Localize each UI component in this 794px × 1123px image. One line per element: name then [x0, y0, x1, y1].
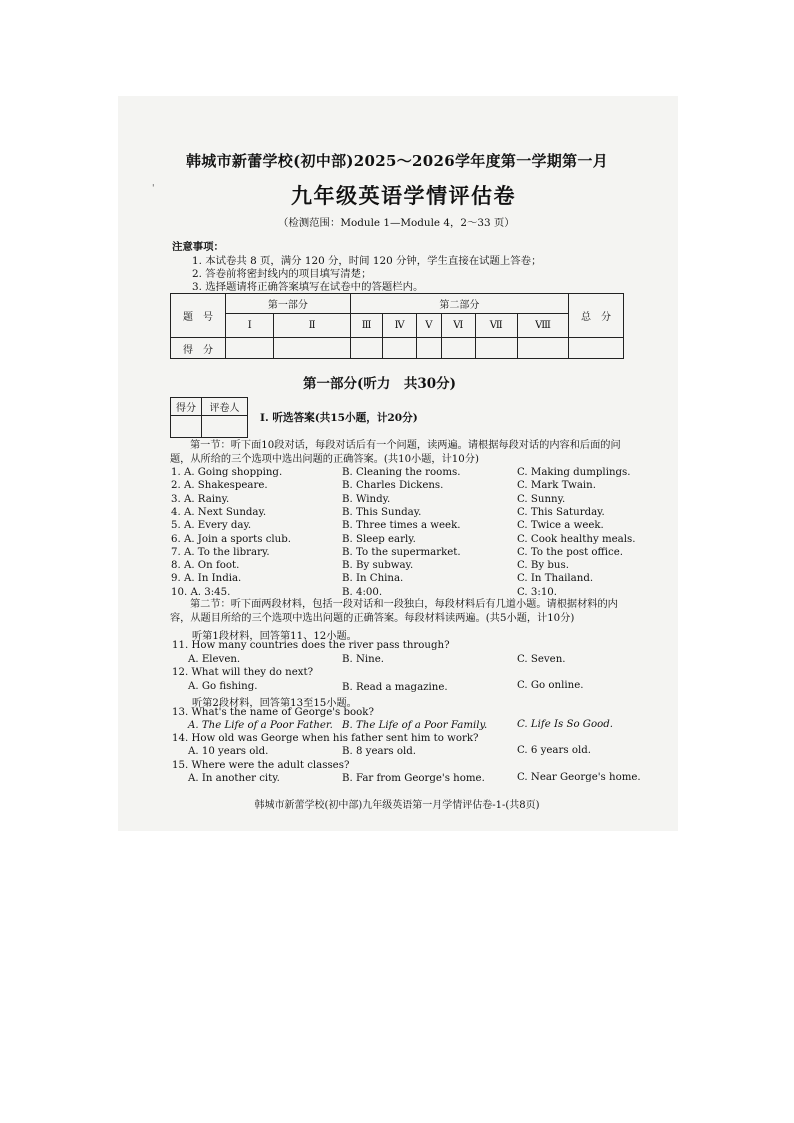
scan-speck: ': [152, 184, 155, 194]
section1-title: Ⅰ. 听选答案(共15小题，计20分): [260, 412, 418, 424]
note-item-2: 2. 答卷前将密封线内的项目填写清楚；: [192, 268, 372, 280]
q10-option-b[interactable]: B. 4:00.: [342, 586, 383, 598]
q13-option-a[interactable]: A. The Life of a Poor Father.: [188, 720, 333, 731]
q8-option-a[interactable]: 8. A. On foot.: [171, 560, 240, 572]
q11-option-a[interactable]: A. Eleven.: [188, 654, 241, 665]
q15-option-b[interactable]: B. Far from George's home.: [342, 773, 485, 784]
q11-option-c[interactable]: C. Seven.: [517, 654, 566, 665]
school-title-line: 韩城市新蕾学校(初中部)2025～2026学年度第一学期第一月: [186, 152, 608, 170]
q6-option-b[interactable]: B. Sleep early.: [342, 533, 416, 545]
score-cell[interactable]: [441, 338, 475, 359]
q12-stem: 12. What will they do next?: [172, 667, 314, 678]
q3-option-c[interactable]: C. Sunny.: [517, 493, 566, 505]
grader-score-cell[interactable]: [171, 416, 202, 438]
roman-2: Ⅱ: [274, 314, 350, 338]
q9-option-a[interactable]: 9. A. In India.: [171, 573, 242, 585]
exam-title: 九年级英语学情评估卷: [291, 183, 516, 208]
score-cell[interactable]: [274, 338, 350, 359]
q7-option-b[interactable]: B. To the supermarket.: [342, 546, 461, 558]
part1-heading: 第一部分(听力 共30分): [303, 376, 457, 392]
roman-6: Ⅵ: [441, 314, 475, 338]
q3-option-b[interactable]: B. Windy.: [342, 493, 391, 505]
score-row-label: 得 分: [171, 338, 226, 359]
score-table-part2: 第二部分: [350, 294, 568, 314]
q5-option-b[interactable]: B. Three times a week.: [342, 520, 461, 532]
roman-7: Ⅶ: [475, 314, 517, 338]
section1-instruction-1: 第一节：听下面10段对话，每段对话后有一个问题，读两遍。请根据每段对话的内容和后面的问题，从所给的三个选项中选出问题的正确答案。(共10小题，计10分): [170, 440, 621, 465]
q5-option-c[interactable]: C. Twice a week.: [517, 520, 604, 532]
page-footer: 韩城市新蕾学校(初中部)九年级英语第一月学情评估卷-1-(共8页): [254, 800, 540, 811]
note-item-3: 3. 选择题请将正确答案填写在试卷中的答题栏内。: [192, 281, 424, 293]
score-table-part1: 第一部分: [226, 294, 351, 314]
grader-name-cell[interactable]: [202, 416, 248, 438]
q3-option-a[interactable]: 3. A. Rainy.: [171, 493, 230, 505]
score-cell[interactable]: [350, 338, 382, 359]
q2-option-b[interactable]: B. Charles Dickens.: [342, 480, 444, 492]
q1-option-b[interactable]: B. Cleaning the rooms.: [342, 467, 461, 478]
q4-option-b[interactable]: B. This Sunday.: [342, 506, 422, 518]
q11-stem: 11. How many countries does the river pass through?: [172, 640, 450, 651]
notes-heading: 注意事项：: [172, 241, 224, 253]
q12-option-c[interactable]: C. Go online.: [517, 680, 584, 691]
grader-label: 评卷人: [202, 398, 248, 416]
note-item-1: 1. 本试卷共 8 页，满分 120 分，时间 120 分钟，学生直接在试题上答卷；: [192, 255, 542, 267]
score-table-total: 总 分: [569, 294, 624, 338]
roman-5: Ⅴ: [416, 314, 441, 338]
q14-option-a[interactable]: A. 10 years old.: [188, 746, 269, 757]
q1-option-a[interactable]: 1. A. Going shopping.: [171, 467, 283, 478]
q9-option-c[interactable]: C. In Thailand.: [517, 573, 594, 585]
q4-option-a[interactable]: 4. A. Next Sunday.: [171, 506, 267, 518]
q15-stem: 15. Where were the adult classes?: [172, 760, 350, 771]
q15-option-a[interactable]: A. In another city.: [188, 773, 280, 784]
q9-option-b[interactable]: B. In China.: [342, 573, 404, 585]
grader-score-label: 得分: [171, 398, 202, 416]
q13-stem: 13. What's the name of George's book?: [172, 707, 374, 718]
section1-instruction-2: 第二节：听下面两段材料，包括一段对话和一段独白，每段材料后有几道小题。请根据材料的内容，从题目所给的三个选项中选出问题的正确答案。每段材料读两遍。(共5小题，计10分): [170, 599, 618, 624]
q2-option-a[interactable]: 2. A. Shakespeare.: [171, 480, 268, 492]
q14-option-c[interactable]: C. 6 years old.: [517, 745, 591, 756]
score-cell[interactable]: [475, 338, 517, 359]
score-cell[interactable]: [383, 338, 417, 359]
roman-4: Ⅳ: [383, 314, 417, 338]
roman-1: Ⅰ: [226, 314, 274, 338]
q5-option-a[interactable]: 5. A. Every day.: [171, 520, 252, 532]
q7-option-c[interactable]: C. To the post office.: [517, 546, 624, 558]
q13-option-b[interactable]: B. The Life of a Poor Family.: [342, 720, 488, 731]
score-cell[interactable]: [569, 338, 624, 359]
q6-option-a[interactable]: 6. A. Join a sports club.: [171, 533, 291, 545]
score-table-row-label: 题 号: [171, 294, 226, 338]
exam-scope: （检测范围：Module 1—Module 4，2～33 页）: [278, 217, 515, 229]
q14-option-b[interactable]: B. 8 years old.: [342, 746, 417, 757]
q13-option-c[interactable]: C. Life Is So Good.: [517, 719, 613, 730]
score-cell[interactable]: [416, 338, 441, 359]
q12-option-a[interactable]: A. Go fishing.: [188, 681, 258, 692]
score-cell[interactable]: [517, 338, 568, 359]
q7-option-a[interactable]: 7. A. To the library.: [171, 546, 270, 558]
q14-stem: 14. How old was George when his father sent him to work?: [172, 733, 479, 744]
material1-note: 听第1段材料，回答第11、12小题。: [192, 631, 357, 642]
q1-option-c[interactable]: C. Making dumplings.: [517, 467, 631, 478]
score-table: [170, 293, 624, 359]
q8-option-c[interactable]: C. By bus.: [517, 560, 569, 572]
q4-option-c[interactable]: C. This Saturday.: [517, 506, 605, 518]
q15-option-c[interactable]: C. Near George's home.: [517, 772, 641, 783]
grader-table: [170, 397, 248, 438]
q12-option-b[interactable]: B. Read a magazine.: [342, 682, 448, 693]
material2-note: 听第2段材料，回答第13至15小题。: [192, 698, 357, 709]
q10-option-a[interactable]: 10. A. 3:45.: [171, 586, 231, 598]
q6-option-c[interactable]: C. Cook healthy meals.: [517, 533, 636, 545]
roman-8: Ⅷ: [517, 314, 568, 338]
q10-option-c[interactable]: C. 3:10.: [517, 586, 558, 598]
roman-3: Ⅲ: [350, 314, 382, 338]
q2-option-c[interactable]: C. Mark Twain.: [517, 480, 596, 492]
score-cell[interactable]: [226, 338, 274, 359]
q11-option-b[interactable]: B. Nine.: [342, 654, 384, 665]
q8-option-b[interactable]: B. By subway.: [342, 560, 414, 572]
